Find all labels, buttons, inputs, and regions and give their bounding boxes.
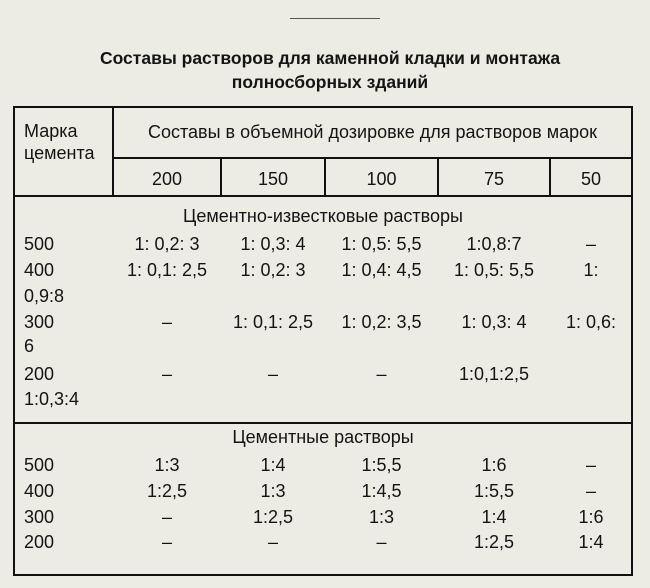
table-cell: –	[585, 481, 596, 501]
table-cell: 1:4	[260, 455, 286, 475]
grade-header-75: 75	[483, 169, 505, 189]
cement-grade: 500	[24, 234, 55, 254]
cement-grade: 200	[24, 532, 55, 552]
table-cell: –	[161, 532, 172, 552]
grade-header-200: 200	[151, 169, 183, 189]
grade-header-50: 50	[580, 169, 602, 189]
table-cell: 1: 0,1: 2,5	[126, 260, 208, 280]
table-cell: 1: 0,4: 4,5	[341, 260, 422, 280]
header-bottom-rule	[15, 195, 631, 197]
table-cell: 1: 0,5: 5,5	[341, 234, 422, 254]
table-cell: 1: 0,6:	[565, 312, 617, 332]
cement-grade: 400	[24, 481, 55, 501]
table-title	[60, 46, 600, 94]
section-title-cement: Цементные растворы	[232, 427, 414, 447]
table-cell: 1:2,5	[473, 532, 515, 552]
table-cell: 1:	[583, 260, 599, 280]
grade-header-rule	[112, 157, 631, 159]
title-line-1: Составы растворов для каменной кладки и монтажа	[99, 48, 561, 68]
header-cement-grade-label-1: Марка	[24, 121, 78, 141]
table-cell: 1:2,5	[252, 507, 294, 527]
table-cell: –	[267, 532, 278, 552]
table-cell: 1: 0,5: 5,5	[453, 260, 535, 280]
table-cell: 1:5,5	[361, 455, 402, 475]
grade-header-100: 100	[366, 169, 397, 189]
table-cell: –	[585, 455, 596, 475]
grade-header-150: 150	[257, 169, 289, 189]
cement-grade: 500	[24, 455, 55, 475]
table-cell: 1:0,1:2,5	[458, 364, 530, 384]
table-cell: 1:4	[481, 507, 507, 527]
section-divider-rule	[15, 422, 631, 424]
mortar-composition-table	[13, 106, 633, 576]
title-line-2: полносборных зданий	[231, 72, 429, 92]
section-title-cement-lime: Цементно-известковые растворы	[183, 206, 463, 226]
table-cell: 1:2,5	[146, 481, 188, 501]
table-cell: –	[585, 234, 596, 254]
table-cell: 1:3	[260, 481, 286, 501]
table-cell: –	[161, 507, 172, 527]
table-cell: 1:3	[368, 507, 395, 527]
table-cell: 1:3	[154, 455, 180, 475]
table-cell: 1: 0,1: 2,5	[232, 312, 314, 332]
table-cell: 1:6	[481, 455, 507, 475]
table-cell: –	[376, 364, 387, 384]
table-cell: 1: 0,3: 4	[461, 312, 527, 332]
table-cell: 1:4,5	[361, 481, 402, 501]
cement-grade: 300	[24, 312, 55, 332]
table-cell: –	[161, 312, 172, 332]
page-top-rule	[290, 0, 380, 19]
table-cell: 1: 0,2: 3	[134, 234, 200, 254]
cement-grade-wrap: 0,9:8	[24, 286, 65, 306]
table-cell: –	[376, 532, 387, 552]
header-composition-group: Составы в объемной дозировке для растворов марок	[147, 122, 598, 142]
table-cell: 1: 0,3: 4	[240, 234, 306, 254]
cement-grade-wrap: 1:0,3:4	[24, 389, 80, 409]
cement-grade: 200	[24, 364, 55, 384]
table-cell: 1:6	[578, 507, 604, 527]
table-cell: –	[161, 364, 172, 384]
cement-grade-wrap: 6	[24, 336, 35, 356]
table-cell: –	[267, 364, 278, 384]
table-cell: 1:4	[578, 532, 604, 552]
cement-grade: 300	[24, 507, 55, 527]
cement-grade: 400	[24, 260, 55, 280]
table-cell: 1: 0,2: 3	[240, 260, 306, 280]
table-cell: 1:5,5	[473, 481, 515, 501]
header-cement-grade-label-2: цемента	[24, 143, 95, 163]
table-cell: 1:0,8:7	[466, 234, 522, 254]
table-cell: 1: 0,2: 3,5	[341, 312, 422, 332]
